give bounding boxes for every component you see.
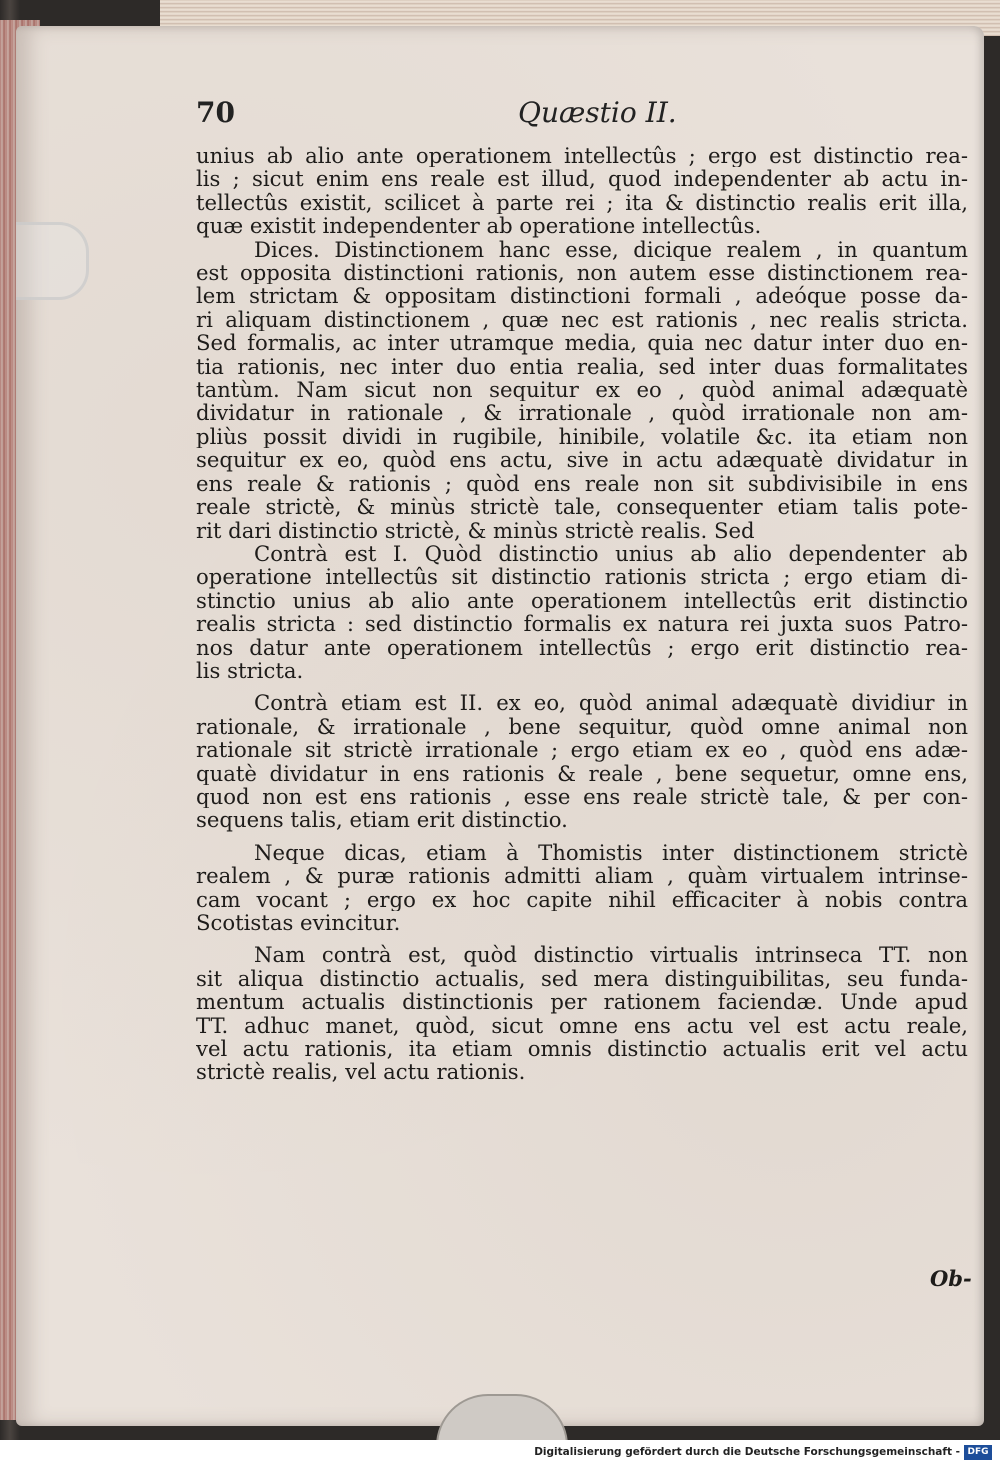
text-line: Dices. Distinctionem hanc esse, dicique realem , in quantum: [254, 237, 968, 262]
text-line: TT. adhuc manet, quòd, sicut omne ens actu vel est actu reale,: [196, 1013, 968, 1038]
text-line: unius ab alio ante operationem intellectûs ; ergo est distinctio rea-: [196, 144, 968, 168]
text-line: Contrà est I. Quòd distinctio unius ab alio dependenter ab: [254, 541, 968, 566]
funding-credit: Digitalisierung gefördert durch die Deutsche Forschungsgemeinschaft -: [534, 1446, 960, 1458]
text-line: Nam contrà est, quòd distinctio virtualis intrinseca TT. non: [254, 943, 968, 967]
text-line: dividatur in rationale , & irrationale , quòd irrationale non am-: [196, 401, 968, 425]
text-line: Neque dicas, etiam à Thomistis inter distinctionem strictè: [254, 840, 968, 865]
text-line: cam vocant ; ergo ex hoc capite nihil efficaciter à nobis contra: [196, 887, 968, 911]
text-line: tantùm. Nam sicut non sequitur ex eo , quòd animal adæquatè: [196, 378, 968, 402]
text-line: quæ existit independenter ab operatione intellectûs.: [196, 214, 762, 238]
text-line: operatione intellectûs sit distinctio rationis stricta ; ergo etiam di-: [196, 565, 968, 589]
text-line: realis stricta : sed distinctio formalis ex natura rei juxta suos Patro-: [196, 612, 968, 636]
running-head: Quæstio II.: [518, 96, 677, 129]
text-line: realem , & puræ rationis admitti aliam , quàm virtualem intrinse-: [196, 864, 968, 888]
page-header: [196, 96, 966, 140]
text-line: quod non est ens rationis , esse ens reale strictè tale, & per con-: [196, 784, 968, 809]
text-line: stinctio unius ab alio ante operationem intellectûs erit distinctio: [196, 588, 968, 613]
text-line: reale strictè, & minùs strictè tale, consequenter etiam talis pote-: [196, 495, 968, 519]
text-line: rit dari distinctio strictè, & minùs strictè realis. Sed: [196, 518, 755, 542]
text-line: rationale sit strictè irrationale ; ergo etiam ex eo , quòd ens adæ-: [196, 738, 968, 762]
text-line: Scotistas evincitur.: [196, 911, 401, 935]
text-line: quatè dividatur in ens rationis & reale , bene sequetur, omne ens,: [196, 761, 968, 785]
text-line: ri aliquam distinctionem , quæ nec est rationis , nec realis stricta.: [196, 307, 968, 332]
text-line: sequens talis, etiam erit distinctio.: [196, 808, 568, 832]
text-line: est opposita distinctioni rationis, non autem esse distinctionem rea-: [196, 261, 968, 285]
footer-bar: [0, 1440, 1000, 1467]
text-line: rationale, & irrationale , bene sequitur, quòd omne animal non: [196, 714, 968, 739]
text-line: lis ; sicut enim ens reale est illud, quod independenter ab actu in-: [196, 167, 968, 191]
text-line: lem strictam & oppositam distinctioni formali , adeóque posse da-: [196, 284, 968, 308]
text-line: strictè realis, vel actu rationis.: [196, 1060, 526, 1084]
body-text: [196, 144, 968, 1084]
text-line: sit aliqua distinctio actualis, sed mera distinguibilitas, seu funda-: [196, 966, 968, 991]
dfg-logo: DFG: [964, 1445, 992, 1460]
text-line: vel actu rationis, ita etiam omnis distinctio actualis erit vel actu: [196, 1037, 968, 1061]
text-line: Contrà etiam est II. ex eo, quòd animal adæquatè dividiur in: [254, 691, 968, 715]
text-line: tellectûs existit, scilicet à parte rei ; ita & distinctio realis erit illa,: [196, 190, 968, 215]
page-number: 70: [196, 96, 235, 129]
text-line: tia rationis, nec inter duo entia realia, sed inter duas formalitates: [196, 354, 968, 379]
text-line: nos datur ante operationem intellectûs ; ergo erit distinctio rea-: [196, 635, 968, 659]
text-line: pliùs possit dividi in rugibile, hinibile, volatile &c. ita etiam non: [196, 424, 968, 449]
text-line: mentum actualis distinctionis per rationem faciendæ. Unde apud: [196, 990, 968, 1014]
catchword: Ob-: [930, 1266, 972, 1291]
text-line: sequitur ex eo, quòd ens actu, sive in actu adæquatè dividatur in: [196, 448, 968, 472]
text-line: ens reale & rationis ; quòd ens reale non sit subdivisibile in ens: [196, 471, 968, 496]
text-line: Sed formalis, ac inter utramque media, quia nec datur inter duo en-: [196, 331, 968, 355]
text-line: lis stricta.: [196, 658, 304, 683]
page-clip: [16, 222, 89, 300]
